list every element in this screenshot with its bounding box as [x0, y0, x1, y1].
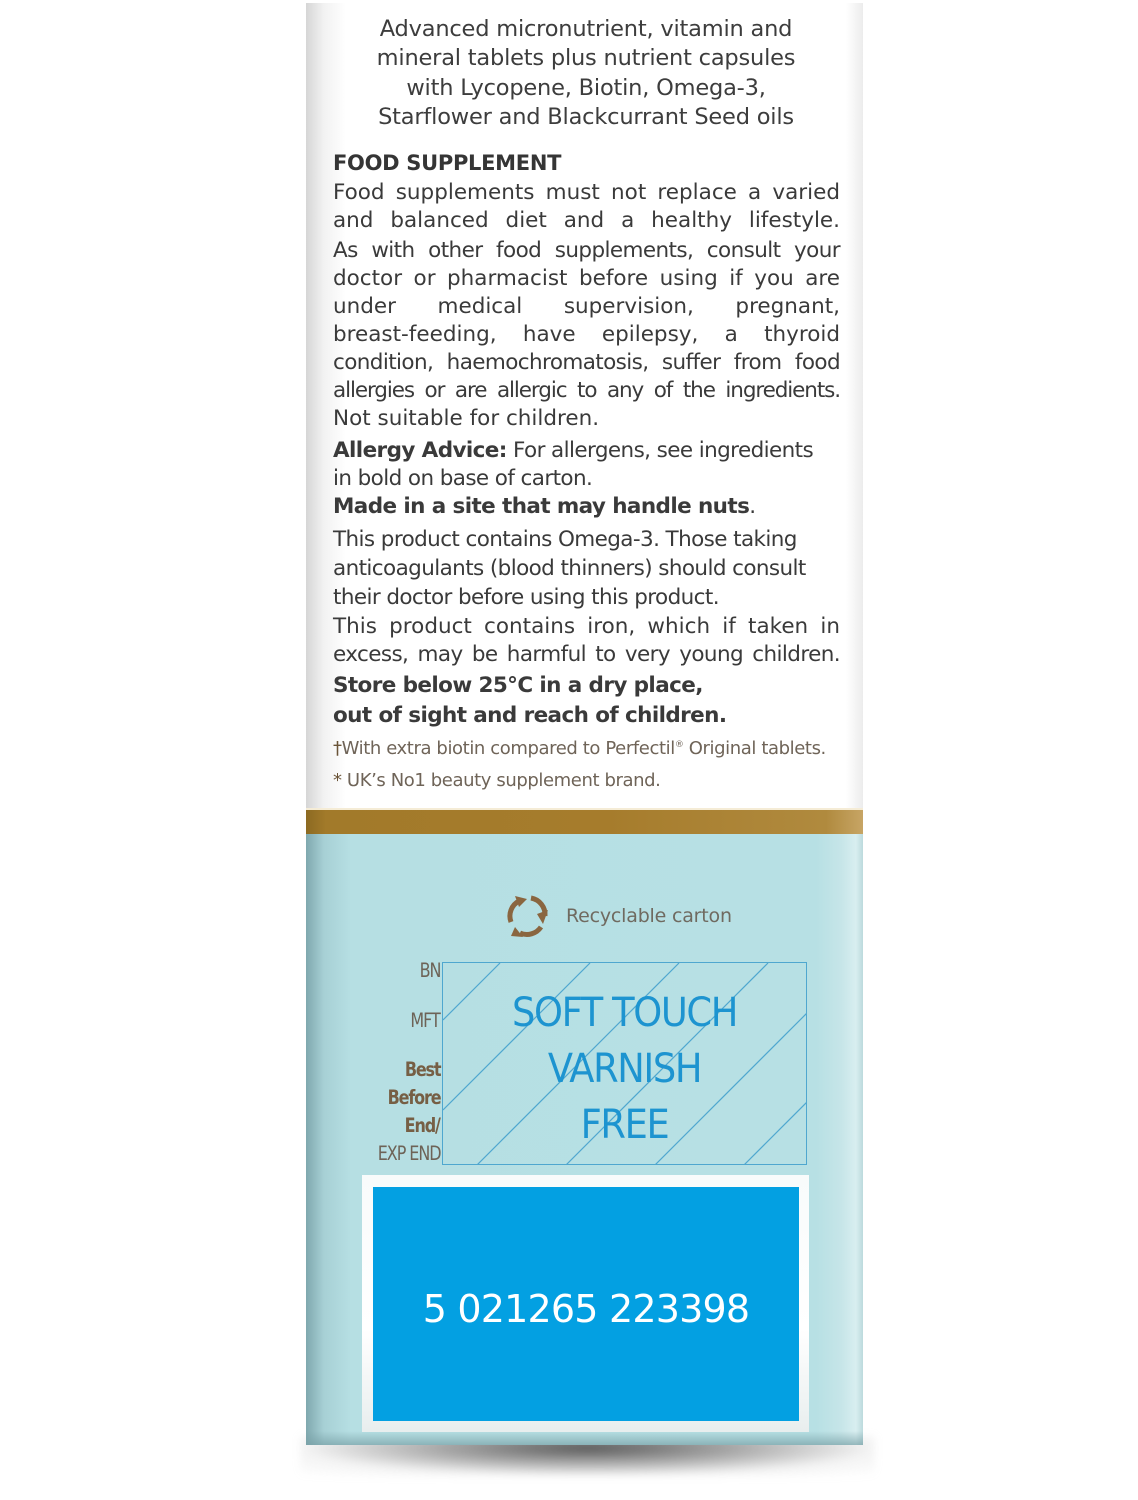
before-label: Before: [387, 1086, 440, 1109]
advice-line: condition, haemochromatosis, suffer from food: [333, 350, 840, 375]
varnish-line: SOFT TOUCH: [512, 990, 737, 1036]
omega-warning: [333, 525, 840, 612]
dagger-mark: †: [333, 738, 342, 759]
iron-warning: [333, 613, 840, 669]
omega-line: This product contains Omega-3. Those taking: [333, 527, 797, 552]
omega-line: their doctor before using this product.: [333, 585, 719, 610]
advice-line: doctor or pharmacist before using if you are: [333, 266, 840, 291]
biotin-footnote-text: With extra biotin compared to Perfectil: [341, 738, 675, 759]
advice-line: Not suitable for children.: [333, 406, 600, 431]
varnish-line: VARNISH: [547, 1046, 702, 1092]
product-description: [336, 15, 836, 132]
barcode-number: 5 021265 223398: [422, 1287, 750, 1331]
bn-label: BN: [419, 959, 440, 982]
advice-line: As with other food supplements, consult your: [333, 238, 840, 263]
end-label: End/: [404, 1114, 440, 1137]
barcode-panel: [373, 1187, 799, 1421]
description-line: with Lycopene, Biotin, Omega-3,: [406, 74, 766, 101]
storage-line: Store below 25°C in a dry place,: [333, 673, 703, 698]
advice-paragraph: [333, 179, 840, 433]
food-supplement-heading: FOOD SUPPLEMENT: [333, 151, 562, 175]
advice-line: Food supplements must not replace a varied: [333, 180, 840, 205]
omega-line: anticoagulants (blood thinners) should consult: [333, 556, 806, 581]
biotin-footnote-text-end: Original tablets.: [683, 738, 826, 759]
iron-line: This product contains iron, which if taken in: [333, 614, 840, 639]
brand-footnote-text: UK’s No1 beauty supplement brand.: [341, 770, 661, 791]
varnish-line: FREE: [580, 1102, 669, 1148]
advice-line: allergies or are allergic to any of the ingredients.: [333, 378, 840, 403]
biotin-footnote: [333, 738, 826, 759]
allergy-advice: [333, 437, 840, 521]
nuts-period: .: [749, 494, 756, 519]
nuts-warning: Made in a site that may handle nuts: [333, 494, 750, 519]
iron-line: excess, may be harmful to very young children.: [333, 642, 840, 667]
storage-instructions: [333, 671, 840, 731]
advice-line: under medical supervision, pregnant,: [333, 294, 840, 319]
advice-line: and balanced diet and a healthy lifestyle.: [333, 208, 840, 233]
varnish-free-text: [443, 985, 806, 1153]
asterisk-mark: *: [333, 770, 342, 791]
varnish-free-area: [442, 962, 807, 1165]
best-label: Best: [404, 1058, 440, 1081]
brand-footnote: [333, 770, 660, 791]
exp-end-label: EXP END: [377, 1142, 440, 1165]
info-panel: [306, 3, 863, 808]
recyclable-carton-label: Recyclable carton: [566, 905, 732, 927]
allergy-label: Allergy Advice:: [333, 438, 507, 463]
description-line: Starflower and Blackcurrant Seed oils: [378, 103, 794, 130]
mft-label: MFT: [410, 1009, 440, 1032]
allergy-text-line2: in bold on base of carton.: [333, 466, 593, 491]
registered-mark: ®: [674, 740, 684, 750]
batch-field-labels: [346, 959, 440, 1171]
storage-line: out of sight and reach of children.: [333, 703, 727, 728]
product-carton: [306, 3, 863, 1445]
advice-line: breast-feeding, have epilepsy, a thyroid: [333, 322, 840, 347]
recycle-icon: [503, 892, 551, 938]
barcode-frame: [362, 1175, 809, 1432]
allergy-text: For allergens, see ingredients: [506, 438, 814, 463]
gold-divider-band: [306, 808, 863, 834]
description-line: mineral tablets plus nutrient capsules: [376, 45, 796, 72]
description-line: Advanced micronutrient, vitamin and: [379, 16, 793, 42]
